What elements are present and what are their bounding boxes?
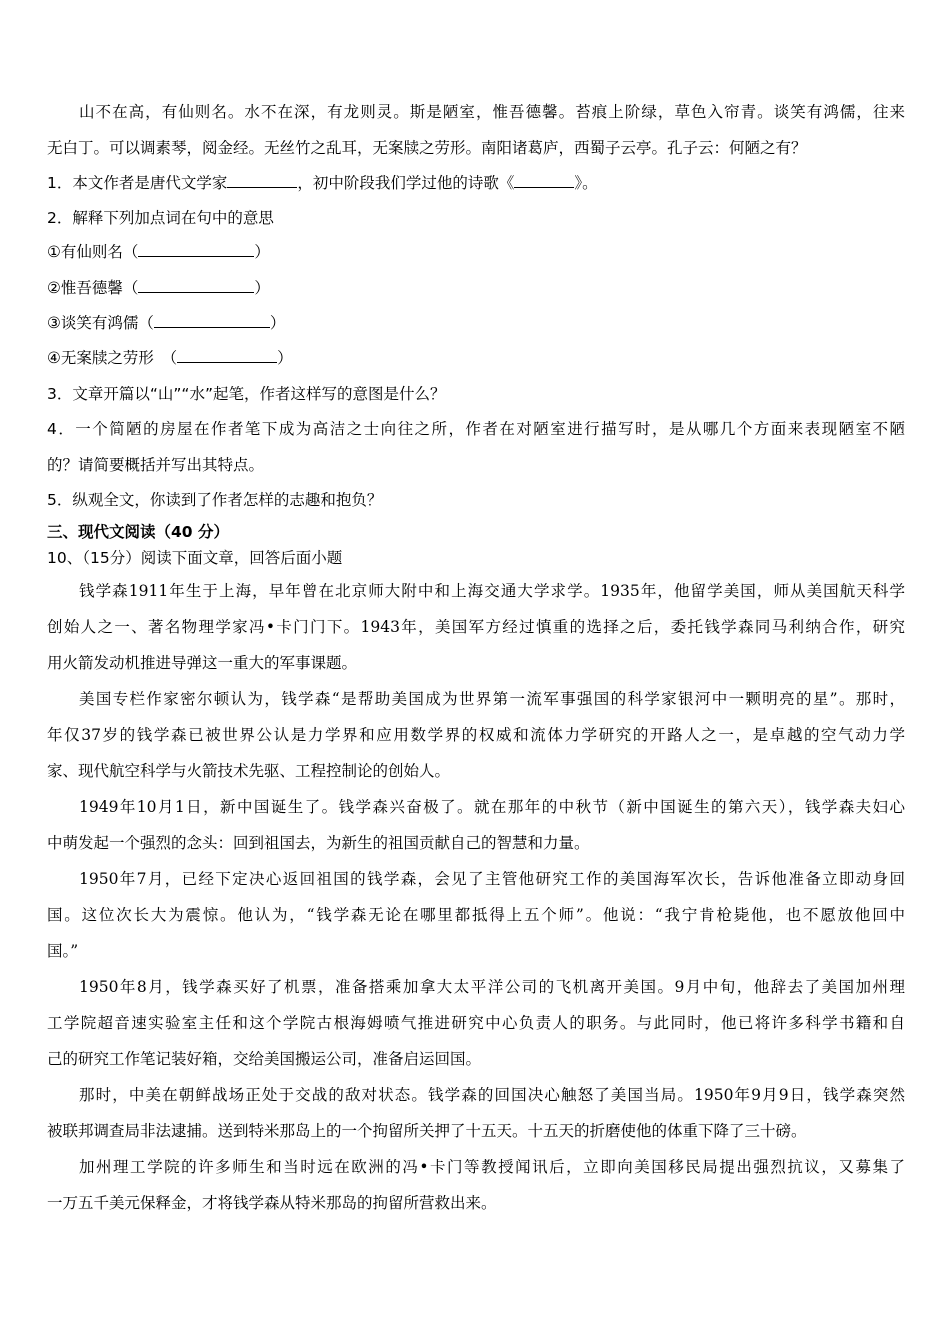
item-close: ） xyxy=(269,314,286,332)
question-2: 2．解释下列加点词在句中的意思 xyxy=(47,209,274,227)
question-2-item xyxy=(47,347,293,369)
item-text: ④无案牍之劳形 （ xyxy=(47,349,178,367)
question-5: 5．纵观全文，你读到了作者怎样的志趣和抱负？ xyxy=(47,491,383,509)
article-line: 被联邦调查局非法逮捕。送到特米那岛上的一个拘留所关押了十五天。十五天的折磨使他的体重下降了三十磅。 xyxy=(47,1122,807,1140)
answer-blank[interactable] xyxy=(154,327,270,328)
article-line: 一万五千美元保释金，才将钱学森从特米那岛的拘留所营救出来。 xyxy=(47,1194,497,1212)
item-text: ②惟吾德馨（ xyxy=(47,279,139,297)
answer-blank[interactable] xyxy=(138,292,254,293)
article-line: 用火箭发动机推进导弹这一重大的军事课题。 xyxy=(47,654,358,672)
article-line: 家、现代航空科学与火箭技术先驱、工程控制论的创始人。 xyxy=(47,762,451,780)
question-4: 的？请简要概括并写出其特点。 xyxy=(47,456,265,474)
passage-line: 山不在高，有仙则名。水不在深，有龙则灵。斯是陋室，惟吾德馨。苔痕上阶绿，草色入帘青。谈笑有鸿儒，往来 xyxy=(79,103,905,121)
article-line: 工学院超音速实验室主任和这个学院古根海姆喷气推进研究中心负责人的职务。与此同时，他已将许多科学书籍和自 xyxy=(47,1014,905,1032)
article-line: 国。” xyxy=(47,942,79,960)
question-1-text: ，初中阶段我们学过他的诗歌《 xyxy=(297,174,515,192)
answer-blank[interactable] xyxy=(227,187,297,188)
item-close: ） xyxy=(254,243,270,261)
section-heading: 三、现代文阅读（40 分） xyxy=(47,523,229,541)
question-4: 4．一个简陋的房屋在作者笔下成为高洁之士向往之所，作者在对陋室进行描写时，是从哪几个方面来表现陋室不陋 xyxy=(47,420,905,438)
article-line: 那时，中美在朝鲜战场正处于交战的敌对状态。钱学森的回国决心触怒了美国当局。1950年9月9日，钱学森突然 xyxy=(79,1086,905,1104)
article-line: 中萌发起一个强烈的念头：回到祖国去，为新生的祖国贡献自己的智慧和力量。 xyxy=(47,834,590,852)
article-line: 钱学森1911年生于上海，早年曾在北京师大附中和上海交通大学求学。1935年，他留学美国，师从美国航天科学 xyxy=(79,582,905,600)
question-1-text: 》。 xyxy=(574,174,598,192)
question-2-item xyxy=(47,241,270,263)
question-3: 3．文章开篇以“山”“水”起笔，作者这样写的意图是什么？ xyxy=(47,385,446,403)
article-line: 创始人之一、著名物理学家冯•卡门门下。1943年，美国军方经过慎重的选择之后，委托钱学森同马利纳合作，研究 xyxy=(47,618,905,636)
question-2-item xyxy=(47,277,270,299)
answer-blank[interactable] xyxy=(514,187,574,188)
article-line: 加州理工学院的许多师生和当时远在欧洲的冯•卡门等教授闻讯后，立即向美国移民局提出强烈抗议，又募集了 xyxy=(79,1158,905,1176)
article-line: 1950年8月，钱学森买好了机票，准备搭乘加拿大太平洋公司的飞机离开美国。9月中旬，他辞去了美国加州理 xyxy=(79,978,905,996)
question-2-item xyxy=(47,312,285,334)
answer-blank[interactable] xyxy=(138,256,254,257)
article-line: 1950年7月，已经下定决心返回祖国的钱学森，会见了主管他研究工作的美国海军次长，告诉他准备立即动身回 xyxy=(79,870,905,888)
article-line: 己的研究工作笔记装好箱，交给美国搬运公司，准备启运回国。 xyxy=(47,1050,482,1068)
article-line: 1949年10月1日，新中国诞生了。钱学森兴奋极了。就在那年的中秋节（新中国诞生的第六天），钱学森夫妇心 xyxy=(79,798,905,816)
article-line: 国。这位次长大为震惊。他认为，“钱学森无论在哪里都抵得上五个师”。他说：“我宁肯枪毙他，也不愿放他回中 xyxy=(47,906,905,924)
article-line: 年仅37岁的钱学森已被世界公认是力学界和应用数学界的权威和流体力学研究的开路人之一，是卓越的空气动力学 xyxy=(47,726,905,744)
item-text: ③谈笑有鸿儒（ xyxy=(47,314,154,332)
question-10: 10、（15分）阅读下面文章，回答后面小题 xyxy=(47,549,343,567)
item-close: ） xyxy=(277,349,293,367)
item-text: ①有仙则名（ xyxy=(47,243,139,261)
item-close: ） xyxy=(254,279,270,297)
article-line: 美国专栏作家密尔顿认为，钱学森“是帮助美国成为世界第一流军事强国的科学家银河中一颗明亮的星”。那时， xyxy=(79,690,905,708)
answer-blank[interactable] xyxy=(177,362,277,363)
question-1-text: 1．本文作者是唐代文学家 xyxy=(47,174,228,192)
question-1 xyxy=(47,172,598,194)
passage-line: 无白丁。可以调素琴，阅金经。无丝竹之乱耳，无案牍之劳形。南阳诸葛庐，西蜀子云亭。孔子云：何陋之有？ xyxy=(47,139,807,157)
